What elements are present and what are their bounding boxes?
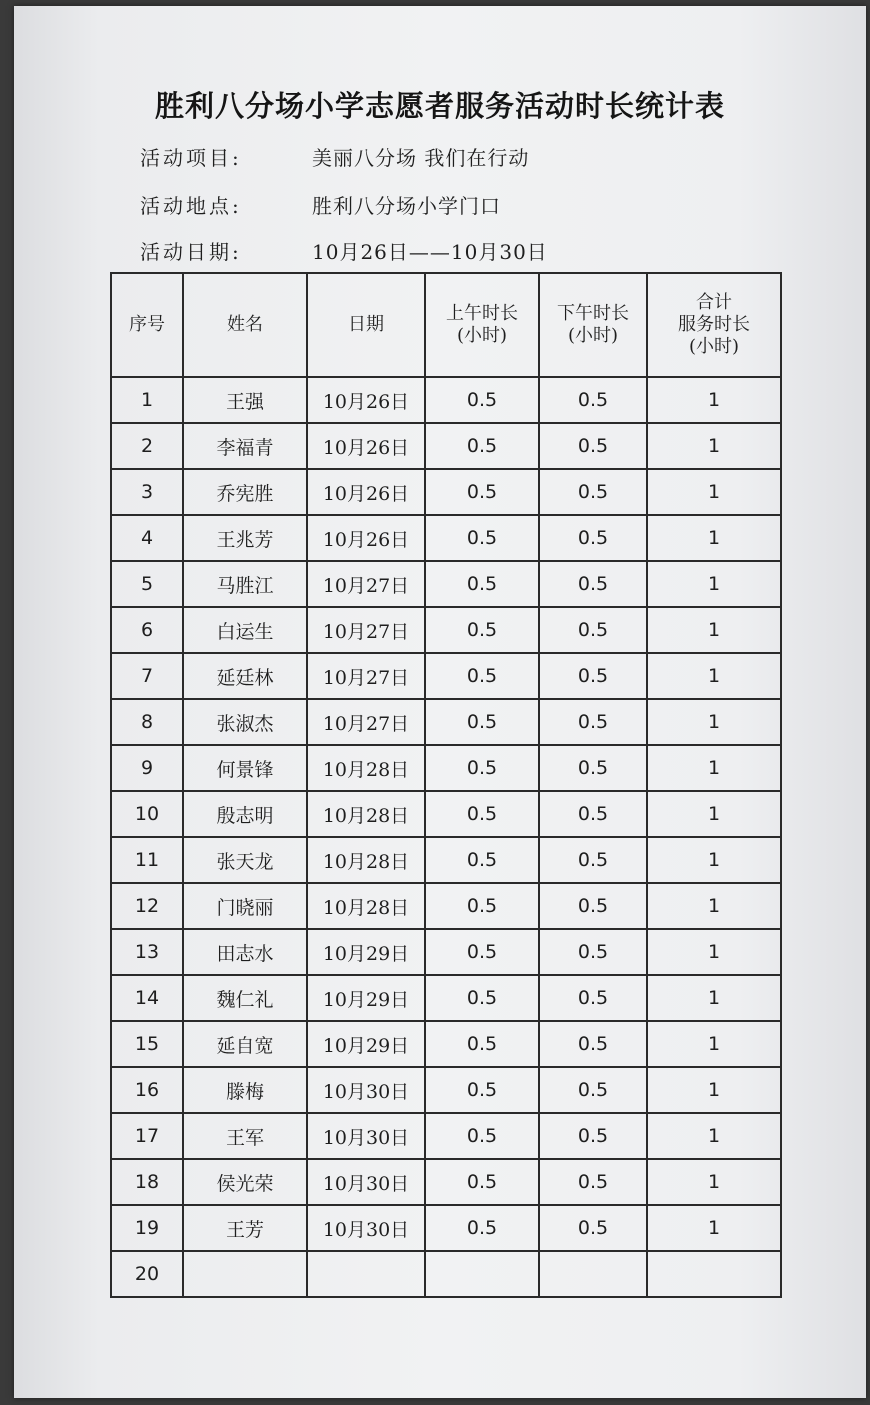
cell-seq: 7 — [111, 653, 183, 699]
cell-morning-hours: 0.5 — [425, 607, 539, 653]
cell-total-hours: 1 — [647, 561, 781, 607]
table-row — [111, 469, 781, 515]
cell-afternoon-hours: 0.5 — [539, 653, 647, 699]
cell-total-hours: 1 — [647, 607, 781, 653]
cell-total-hours: 1 — [647, 515, 781, 561]
cell-morning-hours — [425, 1251, 539, 1297]
cell-date: 10月29日 — [307, 1021, 425, 1067]
cell-seq: 11 — [111, 837, 183, 883]
table-body — [111, 377, 781, 1297]
cell-seq: 15 — [111, 1021, 183, 1067]
cell-morning-hours: 0.5 — [425, 515, 539, 561]
table-row — [111, 561, 781, 607]
cell-total-hours: 1 — [647, 1159, 781, 1205]
cell-seq: 13 — [111, 929, 183, 975]
cell-name: 李福青 — [183, 423, 307, 469]
header-morning-hours — [425, 273, 539, 377]
cell-seq: 17 — [111, 1113, 183, 1159]
cell-total-hours: 1 — [647, 377, 781, 423]
cell-morning-hours: 0.5 — [425, 561, 539, 607]
cell-date: 10月29日 — [307, 975, 425, 1021]
cell-morning-hours: 0.5 — [425, 791, 539, 837]
cell-name: 延廷林 — [183, 653, 307, 699]
cell-name: 何景锋 — [183, 745, 307, 791]
table-row — [111, 423, 781, 469]
cell-total-hours: 1 — [647, 837, 781, 883]
cell-total-hours: 1 — [647, 423, 781, 469]
cell-seq: 4 — [111, 515, 183, 561]
info-label-date: 活动日期: — [140, 240, 242, 264]
cell-seq: 1 — [111, 377, 183, 423]
info-value-date: 10月26日——10月30日 — [312, 240, 548, 264]
cell-morning-hours: 0.5 — [425, 377, 539, 423]
cell-total-hours: 1 — [647, 745, 781, 791]
cell-name: 王芳 — [183, 1205, 307, 1251]
table-row — [111, 607, 781, 653]
cell-name: 张天龙 — [183, 837, 307, 883]
table-row — [111, 377, 781, 423]
cell-total-hours: 1 — [647, 653, 781, 699]
cell-morning-hours: 0.5 — [425, 975, 539, 1021]
table-row — [111, 699, 781, 745]
cell-date: 10月30日 — [307, 1067, 425, 1113]
cell-afternoon-hours: 0.5 — [539, 1205, 647, 1251]
table-row — [111, 745, 781, 791]
cell-date: 10月30日 — [307, 1205, 425, 1251]
cell-total-hours: 1 — [647, 883, 781, 929]
cell-afternoon-hours: 0.5 — [539, 745, 647, 791]
cell-morning-hours: 0.5 — [425, 1067, 539, 1113]
cell-date: 10月28日 — [307, 745, 425, 791]
cell-afternoon-hours: 0.5 — [539, 929, 647, 975]
cell-seq: 18 — [111, 1159, 183, 1205]
cell-afternoon-hours: 0.5 — [539, 883, 647, 929]
cell-seq: 10 — [111, 791, 183, 837]
info-label-location: 活动地点: — [140, 194, 242, 218]
table-row — [111, 1251, 781, 1297]
cell-total-hours: 1 — [647, 975, 781, 1021]
cell-date: 10月26日 — [307, 515, 425, 561]
cell-date: 10月30日 — [307, 1113, 425, 1159]
cell-morning-hours: 0.5 — [425, 1159, 539, 1205]
cell-afternoon-hours: 0.5 — [539, 699, 647, 745]
cell-afternoon-hours: 0.5 — [539, 1021, 647, 1067]
cell-afternoon-hours: 0.5 — [539, 423, 647, 469]
cell-total-hours: 1 — [647, 1021, 781, 1067]
info-label-project: 活动项目: — [140, 146, 242, 170]
info-value-location: 胜利八分场小学门口 — [312, 194, 501, 218]
cell-seq: 12 — [111, 883, 183, 929]
cell-date: 10月28日 — [307, 791, 425, 837]
header-afternoon-line1: 下午时长 — [557, 303, 629, 324]
cell-name: 魏仁礼 — [183, 975, 307, 1021]
cell-afternoon-hours: 0.5 — [539, 837, 647, 883]
cell-seq: 14 — [111, 975, 183, 1021]
cell-total-hours: 1 — [647, 469, 781, 515]
cell-date: 10月29日 — [307, 929, 425, 975]
cell-name: 滕梅 — [183, 1067, 307, 1113]
cell-morning-hours: 0.5 — [425, 1205, 539, 1251]
cell-morning-hours: 0.5 — [425, 883, 539, 929]
cell-seq: 6 — [111, 607, 183, 653]
table-row — [111, 975, 781, 1021]
cell-total-hours: 1 — [647, 1067, 781, 1113]
cell-name: 王兆芳 — [183, 515, 307, 561]
cell-afternoon-hours: 0.5 — [539, 1159, 647, 1205]
cell-total-hours: 1 — [647, 791, 781, 837]
cell-morning-hours: 0.5 — [425, 929, 539, 975]
header-afternoon-line2: (小时) — [567, 325, 619, 346]
cell-morning-hours: 0.5 — [425, 745, 539, 791]
cell-name: 殷志明 — [183, 791, 307, 837]
cell-morning-hours: 0.5 — [425, 699, 539, 745]
cell-afternoon-hours: 0.5 — [539, 791, 647, 837]
cell-afternoon-hours: 0.5 — [539, 1113, 647, 1159]
cell-seq: 19 — [111, 1205, 183, 1251]
cell-name: 王强 — [183, 377, 307, 423]
table-row — [111, 883, 781, 929]
cell-date: 10月27日 — [307, 561, 425, 607]
cell-name: 王军 — [183, 1113, 307, 1159]
cell-seq: 2 — [111, 423, 183, 469]
header-name: 姓名 — [183, 273, 307, 377]
table-header-row — [111, 273, 781, 377]
cell-afternoon-hours: 0.5 — [539, 515, 647, 561]
cell-seq: 5 — [111, 561, 183, 607]
table-row — [111, 1159, 781, 1205]
cell-date: 10月27日 — [307, 607, 425, 653]
table-row — [111, 1067, 781, 1113]
header-total-line1: 合计 — [696, 292, 732, 313]
table-row — [111, 837, 781, 883]
cell-morning-hours: 0.5 — [425, 423, 539, 469]
cell-name: 门晓丽 — [183, 883, 307, 929]
info-value-project: 美丽八分场 我们在行动 — [312, 146, 530, 170]
cell-afternoon-hours: 0.5 — [539, 469, 647, 515]
cell-afternoon-hours: 0.5 — [539, 975, 647, 1021]
cell-total-hours: 1 — [647, 1113, 781, 1159]
header-seq: 序号 — [111, 273, 183, 377]
cell-name: 张淑杰 — [183, 699, 307, 745]
cell-morning-hours: 0.5 — [425, 469, 539, 515]
table-row — [111, 791, 781, 837]
cell-date: 10月26日 — [307, 469, 425, 515]
cell-afternoon-hours: 0.5 — [539, 1067, 647, 1113]
cell-seq: 8 — [111, 699, 183, 745]
cell-morning-hours: 0.5 — [425, 653, 539, 699]
service-hours-table — [110, 272, 782, 1298]
cell-seq: 20 — [111, 1251, 183, 1297]
table-row — [111, 1021, 781, 1067]
cell-seq: 3 — [111, 469, 183, 515]
cell-name — [183, 1251, 307, 1297]
cell-total-hours — [647, 1251, 781, 1297]
cell-date — [307, 1251, 425, 1297]
table-row — [111, 1205, 781, 1251]
table-row — [111, 653, 781, 699]
cell-date: 10月26日 — [307, 377, 425, 423]
header-date: 日期 — [307, 273, 425, 377]
cell-afternoon-hours: 0.5 — [539, 561, 647, 607]
cell-name: 白运生 — [183, 607, 307, 653]
cell-date: 10月27日 — [307, 699, 425, 745]
cell-afternoon-hours — [539, 1251, 647, 1297]
cell-morning-hours: 0.5 — [425, 1021, 539, 1067]
document-title: 胜利八分场小学志愿者服务活动时长统计表 — [154, 89, 725, 123]
cell-name: 侯光荣 — [183, 1159, 307, 1205]
table-row — [111, 929, 781, 975]
cell-seq: 9 — [111, 745, 183, 791]
cell-morning-hours: 0.5 — [425, 1113, 539, 1159]
cell-total-hours: 1 — [647, 1205, 781, 1251]
cell-total-hours: 1 — [647, 699, 781, 745]
cell-name: 田志水 — [183, 929, 307, 975]
header-total-line2: 服务时长 — [678, 314, 750, 335]
cell-name: 延自宽 — [183, 1021, 307, 1067]
cell-date: 10月30日 — [307, 1159, 425, 1205]
cell-date: 10月28日 — [307, 883, 425, 929]
table-row — [111, 1113, 781, 1159]
header-afternoon-hours — [539, 273, 647, 377]
header-morning-line1: 上午时长 — [446, 303, 518, 324]
cell-morning-hours: 0.5 — [425, 837, 539, 883]
table-row — [111, 515, 781, 561]
cell-date: 10月26日 — [307, 423, 425, 469]
cell-name: 乔宪胜 — [183, 469, 307, 515]
cell-afternoon-hours: 0.5 — [539, 607, 647, 653]
header-total-line3: (小时) — [688, 336, 740, 357]
header-total-hours — [647, 273, 781, 377]
cell-total-hours: 1 — [647, 929, 781, 975]
cell-date: 10月27日 — [307, 653, 425, 699]
cell-seq: 16 — [111, 1067, 183, 1113]
cell-date: 10月28日 — [307, 837, 425, 883]
cell-name: 马胜江 — [183, 561, 307, 607]
header-morning-line2: (小时) — [456, 325, 508, 346]
cell-afternoon-hours: 0.5 — [539, 377, 647, 423]
